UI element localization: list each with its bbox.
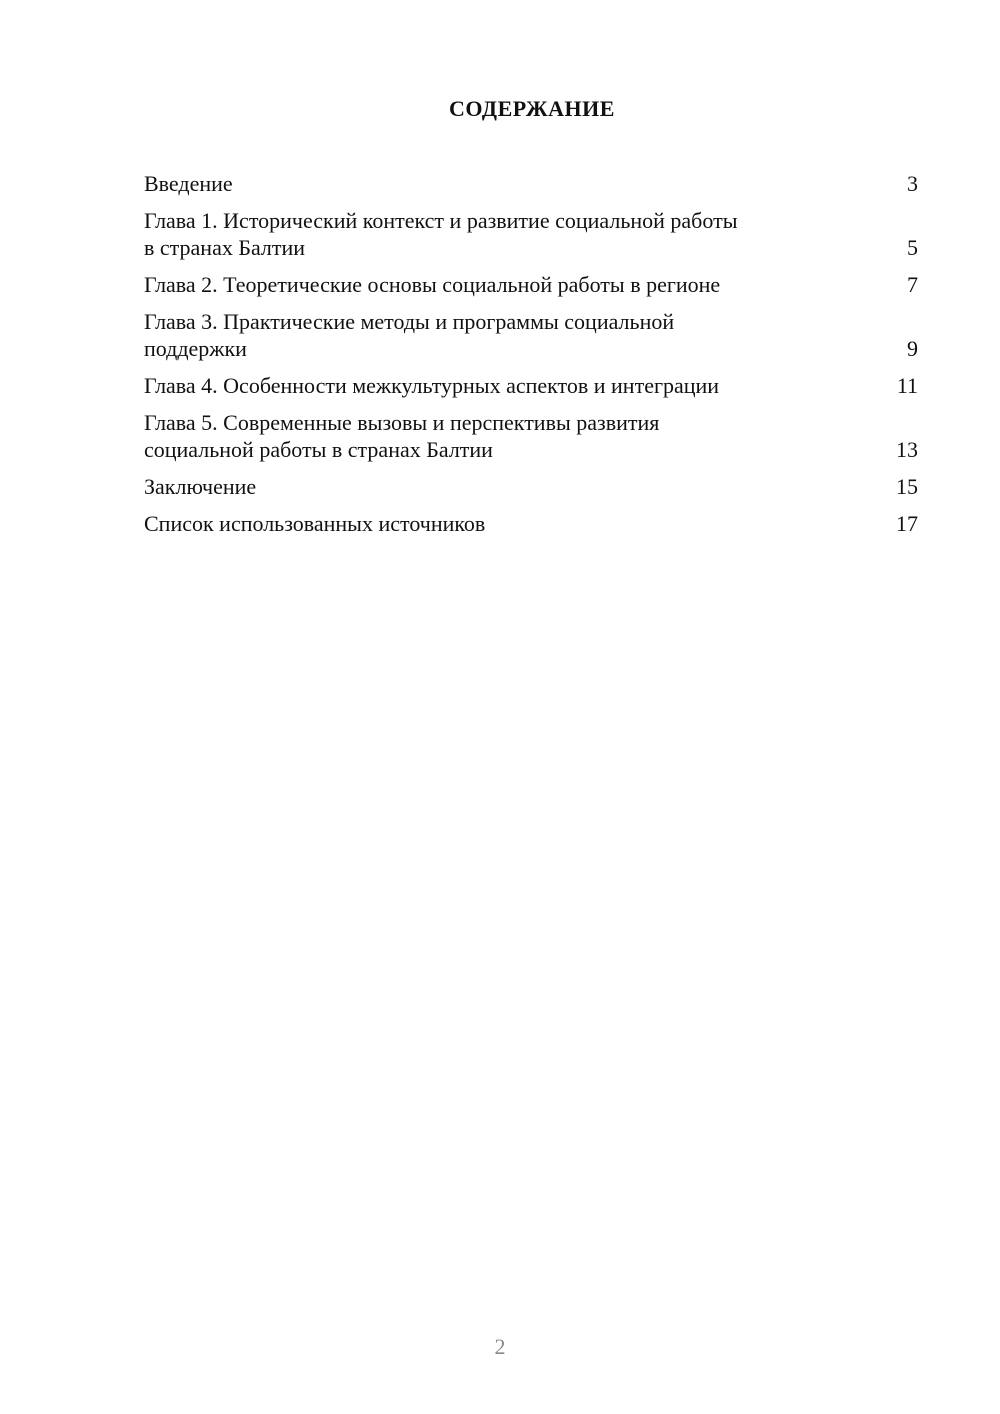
toc-entry-chapter-4[interactable]: [144, 372, 918, 399]
toc-entry-introduction[interactable]: [144, 170, 918, 197]
toc-entry-line: Глава 5. Современные вызовы и перспективы развития: [144, 410, 660, 435]
toc-entry-text: [144, 271, 844, 298]
toc-entry-line: Глава 3. Практические методы и программы социальной: [144, 309, 675, 334]
toc-entry-chapter-3[interactable]: [144, 308, 918, 362]
toc-entry-page-number: 17: [896, 511, 918, 536]
toc-entry-conclusion[interactable]: [144, 473, 918, 500]
toc-entry-page-number: 3: [907, 171, 918, 196]
toc-entry-text: [144, 308, 844, 362]
toc-entry-text: [144, 473, 844, 500]
toc-entry-chapter-1[interactable]: [144, 207, 918, 261]
toc-entry-line: Глава 2. Теоретические основы социальной работы в регионе: [144, 272, 721, 297]
toc-entry-line: поддержки: [144, 336, 247, 361]
toc-entry-line: Глава 4. Особенности межкультурных аспектов и интеграции: [144, 373, 720, 398]
toc-entry-line: Глава 1. Исторический контекст и развитие социальной работы: [144, 208, 738, 233]
toc-entry-references[interactable]: [144, 510, 918, 537]
toc-entry-text: [144, 207, 844, 261]
toc-entry-page-number: 11: [896, 373, 918, 398]
toc-entry-line: Заключение: [144, 474, 257, 499]
toc-entry-line: Введение: [144, 171, 233, 196]
toc-entry-page-number: 7: [907, 272, 918, 297]
page-number: 2: [494, 1334, 506, 1359]
toc-entry-chapter-5[interactable]: [144, 409, 918, 463]
toc-entry-chapter-2[interactable]: [144, 271, 918, 298]
toc-entry-text: [144, 372, 844, 399]
toc-entry-line: в странах Балтии: [144, 235, 306, 260]
toc-entry-page-number: 13: [896, 437, 918, 462]
table-of-contents: [144, 170, 918, 547]
toc-entry-page-number: 5: [907, 235, 918, 260]
toc-entry-text: [144, 510, 844, 537]
toc-entry-text: [144, 409, 844, 463]
toc-entry-line: Список использованных источников: [144, 511, 486, 536]
toc-entry-line: социальной работы в странах Балтии: [144, 437, 493, 462]
toc-entry-page-number: 15: [896, 474, 918, 499]
toc-entry-text: [144, 170, 844, 197]
toc-entry-page-number: 9: [907, 336, 918, 361]
toc-heading: СОДЕРЖАНИЕ: [449, 96, 615, 121]
